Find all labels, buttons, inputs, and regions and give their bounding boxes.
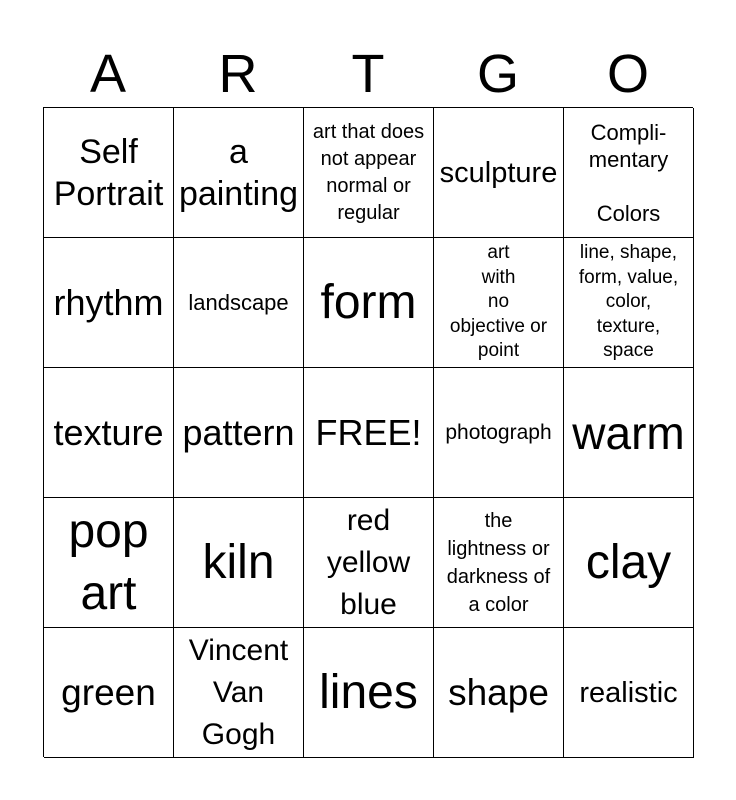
free-space[interactable]: FREE! [304,368,434,498]
bingo-cell[interactable]: warm [564,368,694,498]
bingo-cell[interactable]: photograph [434,368,564,498]
bingo-cell[interactable]: green [44,628,174,758]
bingo-cell[interactable]: clay [564,498,694,628]
bingo-cell[interactable]: realistic [564,628,694,758]
bingo-cell[interactable]: lines [304,628,434,758]
header-letter-t: T [351,44,385,104]
bingo-cell[interactable]: the lightness or darkness of a color [434,498,564,628]
bingo-cell[interactable]: pattern [174,368,304,498]
bingo-cell[interactable]: form [304,238,434,368]
bingo-cell[interactable]: landscape [174,238,304,368]
bingo-cell[interactable]: rhythm [44,238,174,368]
bingo-cell[interactable]: Compli- mentary Colors [564,108,694,238]
bingo-cell[interactable]: shape [434,628,564,758]
bingo-cell[interactable]: red yellow blue [304,498,434,628]
bingo-cell[interactable]: Vincent Van Gogh [174,628,304,758]
bingo-cell[interactable]: a painting [174,108,304,238]
bingo-cell[interactable]: pop art [44,498,174,628]
bingo-cell[interactable]: line, shape, form, value, color, texture, space [564,238,694,368]
header-letter-a: A [89,44,127,104]
bingo-cell[interactable]: art that does not appear normal or regular [304,108,434,238]
bingo-cell[interactable]: texture [44,368,174,498]
bingo-cell[interactable]: art with no objective or point [434,238,564,368]
bingo-cell[interactable]: sculpture [434,108,564,238]
bingo-board [43,107,693,757]
header-letter-o: O [606,44,649,104]
header-letter-g: G [476,44,519,104]
bingo-cell[interactable]: Self Portrait [44,108,174,238]
header-letter-r: R [218,44,258,104]
bingo-cell[interactable]: kiln [174,498,304,628]
bingo-header [43,40,693,108]
